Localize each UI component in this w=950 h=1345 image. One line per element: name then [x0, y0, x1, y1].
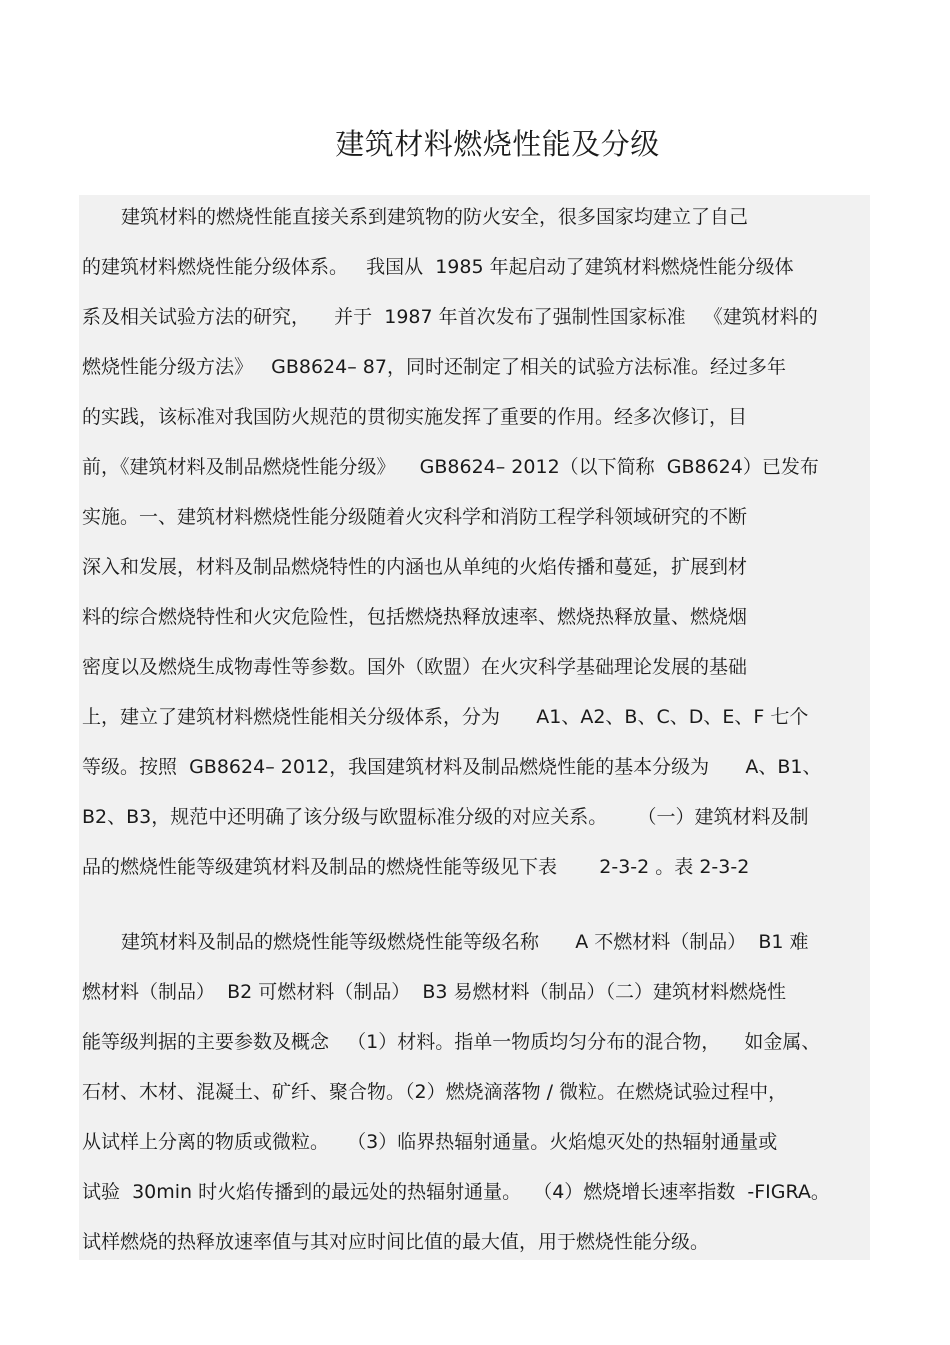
- paragraph-2-line-7: 试样燃烧的热释放速率值与其对应时间比值的最大值，用于燃烧性能分级。: [82, 1231, 710, 1253]
- paragraph-2-line-4: 石材、木材、混凝土、矿纤、聚合物。（2）燃烧滴落物 / 微粒。在燃烧试验过程中，: [82, 1081, 788, 1103]
- paragraph-1-line-5: 的实践，该标准对我国防火规范的贯彻实施发挥了重要的作用。经多次修订，目: [82, 406, 748, 428]
- paragraph-1-line-7: 实施。一、建筑材料燃烧性能分级随着火灾科学和消防工程学科领域研究的不断: [82, 506, 748, 528]
- paragraph-1-line-10: 密度以及燃烧生成物毒性等参数。国外（欧盟）在火灾科学基础理论发展的基础: [82, 656, 748, 678]
- document-title: 建筑材料燃烧性能及分级: [335, 127, 660, 161]
- paragraph-1-line-4: 燃烧性能分级方法》 GB8624– 87，同时还制定了相关的试验方法标准。经过多年: [82, 356, 786, 378]
- paragraph-1-line-13: B2、B3，规范中还明确了该分级与欧盟标准分级的对应关系。 （一）建筑材料及制: [82, 806, 809, 828]
- paragraph-1-line-9: 料的综合燃烧特性和火灾危险性，包括燃烧热释放速率、燃烧热释放量、燃烧烟: [82, 606, 748, 628]
- paragraph-2-line-1: 建筑材料及制品的燃烧性能等级燃烧性能等级名称 A 不燃材料（制品） B1 难: [121, 931, 809, 953]
- paragraph-2-line-5: 从试样上分离的物质或微粒。 （3）临界热辐射通量。火焰熄灭处的热辐射通量或: [82, 1131, 778, 1153]
- paragraph-1-line-3: 系及相关试验方法的研究， 并于 1987 年首次发布了强制性国家标准 《建筑材料的: [82, 306, 818, 328]
- paragraph-2-line-6: 试验 30min 时火焰传播到的最远处的热辐射通量。 （4）燃烧增长速率指数 -FIGRA。: [82, 1181, 830, 1203]
- paragraph-2-line-2: 燃材料（制品） B2 可燃材料（制品） B3 易燃材料（制品）（二）建筑材料燃烧性: [82, 981, 786, 1003]
- paragraph-1-line-11: 上，建立了建筑材料燃烧性能相关分级体系，分为 A1、A2、B、C、D、E、F 七个: [82, 706, 809, 728]
- paragraph-1-line-1: 建筑材料的燃烧性能直接关系到建筑物的防火安全，很多国家均建立了自己: [121, 206, 749, 228]
- paragraph-1-line-8: 深入和发展，材料及制品燃烧特性的内涵也从单纯的火焰传播和蔓延，扩展到材: [82, 556, 748, 578]
- paragraph-1-line-6: 前，《建筑材料及制品燃烧性能分级》 GB8624– 2012（以下简称 GB8624）已发布: [82, 456, 819, 478]
- paragraph-1-line-14: 品的燃烧性能等级建筑材料及制品的燃烧性能等级见下表 2-3-2 。表 2-3-2: [82, 856, 750, 878]
- paragraph-1-line-12: 等级。按照 GB8624– 2012，我国建筑材料及制品燃烧性能的基本分级为 A、B1、: [82, 756, 822, 778]
- paragraph-2-line-3: 能等级判据的主要参数及概念 （1）材料。指单一物质均匀分布的混合物， 如金属、: [82, 1031, 821, 1053]
- paragraph-1-line-2: 的建筑材料燃烧性能分级体系。 我国从 1985 年起启动了建筑材料燃烧性能分级体: [82, 256, 794, 278]
